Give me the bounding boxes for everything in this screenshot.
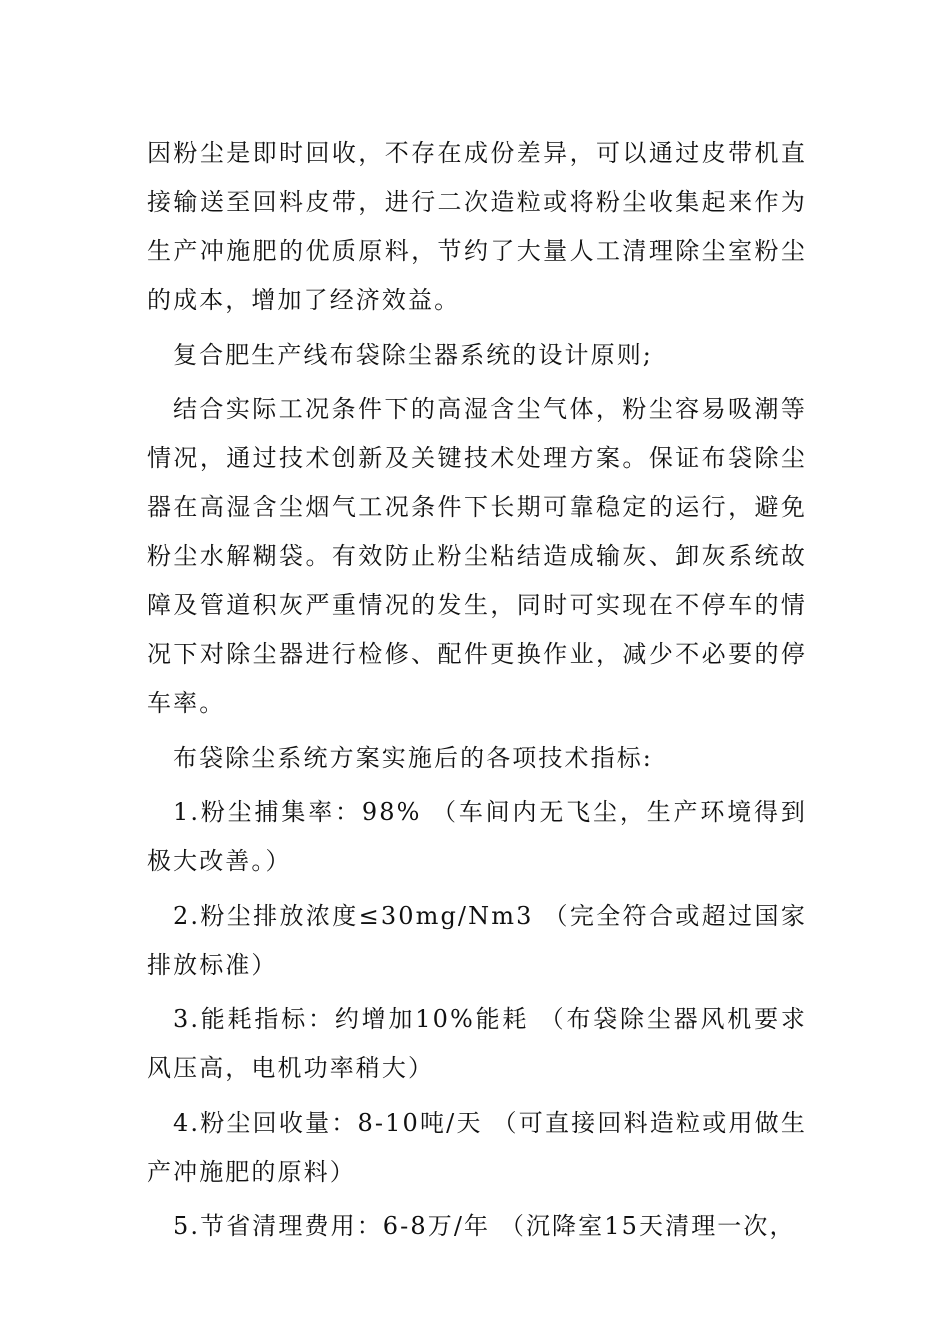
- document-page: [147, 129, 807, 1257]
- paragraph-indicators-heading: 布袋除尘系统方案实施后的各项技术指标:: [173, 743, 653, 772]
- list-item-cleaning-cost-savings: 5.节省清理费用：6-8万/年 （沉降室15天清理一次，: [173, 1212, 796, 1240]
- paragraph-design-principle-heading: 复合肥生产线布袋除尘器系统的设计原则;: [173, 340, 653, 369]
- list-item-energy-consumption: 3.能耗指标：约增加10%能耗 （布袋除尘器风机要求风压高，电机功率稍大）: [147, 1005, 807, 1082]
- list-item-emission-concentration: 2.粉尘排放浓度≤30mg/Nm3 （完全符合或超过国家排放标准）: [147, 901, 807, 979]
- paragraph-design-principle-body: 结合实际工况条件下的高湿含尘气体，粉尘容易吸潮等情况，通过技术创新及关键技术处理方案。保证布袋除尘器在高湿含尘烟气工况条件下长期可靠稳定的运行，避免粉尘水解糊袋。有效防止粉尘粘结造成输灰、卸灰系统故障及管道积灰严重情况的发生，同时可实现在不停车的情况下对除尘器进行检修、配件更换作业，减少不必要的停车率。: [147, 395, 807, 717]
- list-item-dust-recovery-amount: 4.粉尘回收量：8-10吨/天 （可直接回料造粒或用做生产冲施肥的原料）: [147, 1108, 807, 1186]
- list-item-capture-rate: 1.粉尘捕集率：98% （车间内无飞尘，生产环境得到极大改善。）: [147, 798, 807, 875]
- paragraph-dust-recovery: 因粉尘是即时回收，不存在成份差异，可以通过皮带机直接输送至回料皮带，进行二次造粒或将粉尘收集起来作为生产冲施肥的优质原料，节约了大量人工清理除尘室粉尘的成本，增加了经济效益。: [147, 139, 807, 314]
